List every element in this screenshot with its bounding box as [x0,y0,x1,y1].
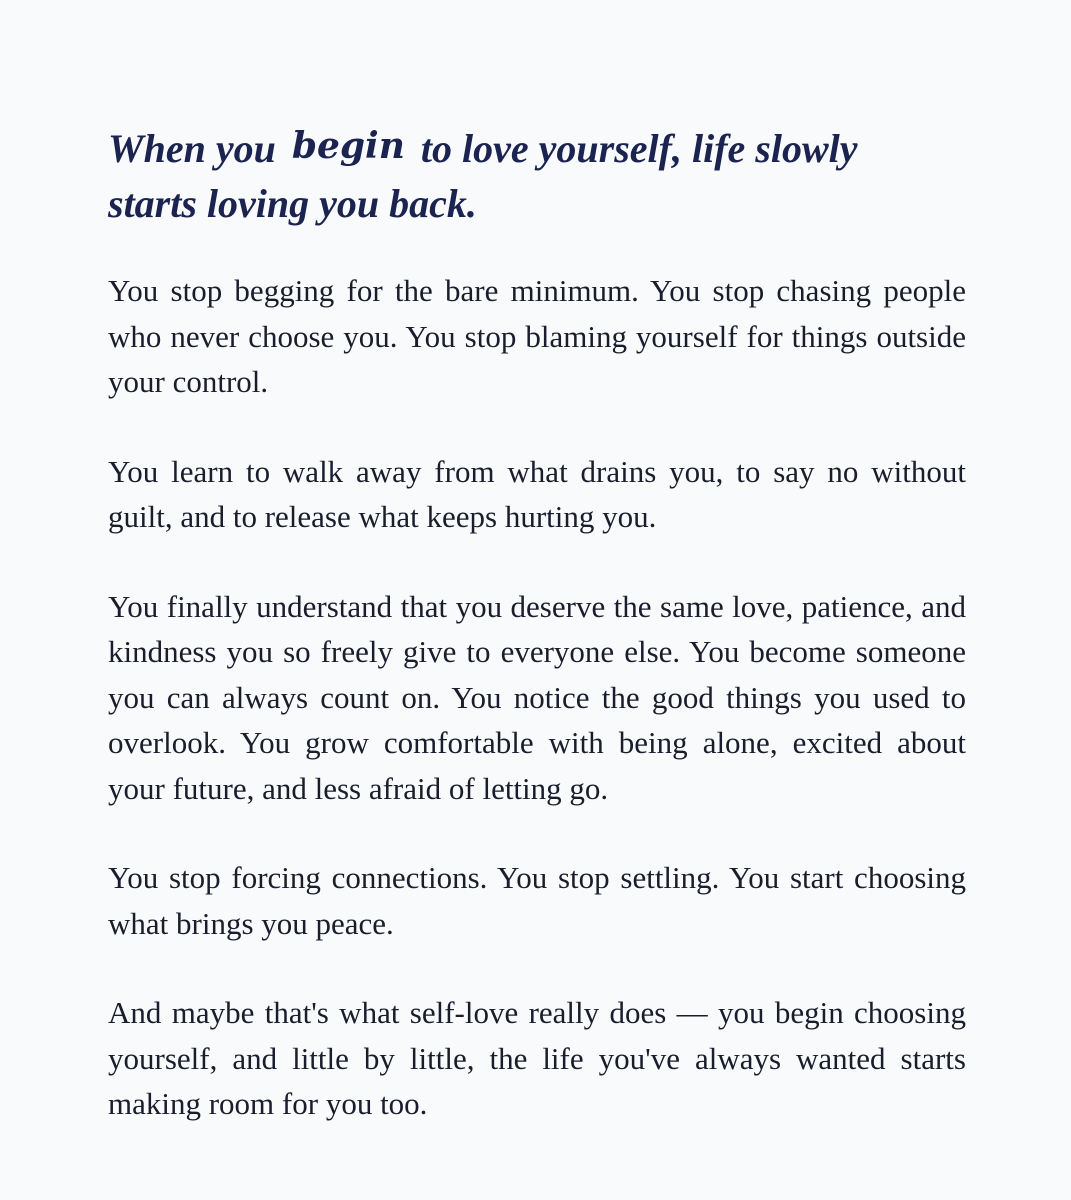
paragraph-3: You finally understand that you deserve the same love, patience, and kindness you so freely give to everyone else. You become someone you can always count on. You notice the good things you used to overlook. You grow comfortable with being alone, excited about your future, and less afraid of letting go. [108,588,966,806]
body-text [108,268,966,1127]
paragraph-4: You stop forcing connections. You stop settling. You start choosing what brings you peace. [108,860,966,941]
title-line-2: starts loving you back. [108,181,477,226]
title-line-1 [108,122,968,177]
title-line1-before: When you [108,126,276,171]
title-line1-after: to love yourself, life slowly [420,126,858,171]
paragraph-5: And maybe that's what self-love really does — you begin choosing yourself, and little by little, the life you've always wanted starts making room for you too. [108,995,966,1121]
paragraph-2: You learn to walk away from what drains you, to say no without guilt, and to release what keeps hurting you. [108,453,966,534]
title [108,122,968,231]
paragraph-1: You stop begging for the bare minimum. You stop chasing people who never choose you. You stop blaming yourself for things outside your control. [108,273,966,399]
title-emphasis-word: begin [291,125,405,167]
